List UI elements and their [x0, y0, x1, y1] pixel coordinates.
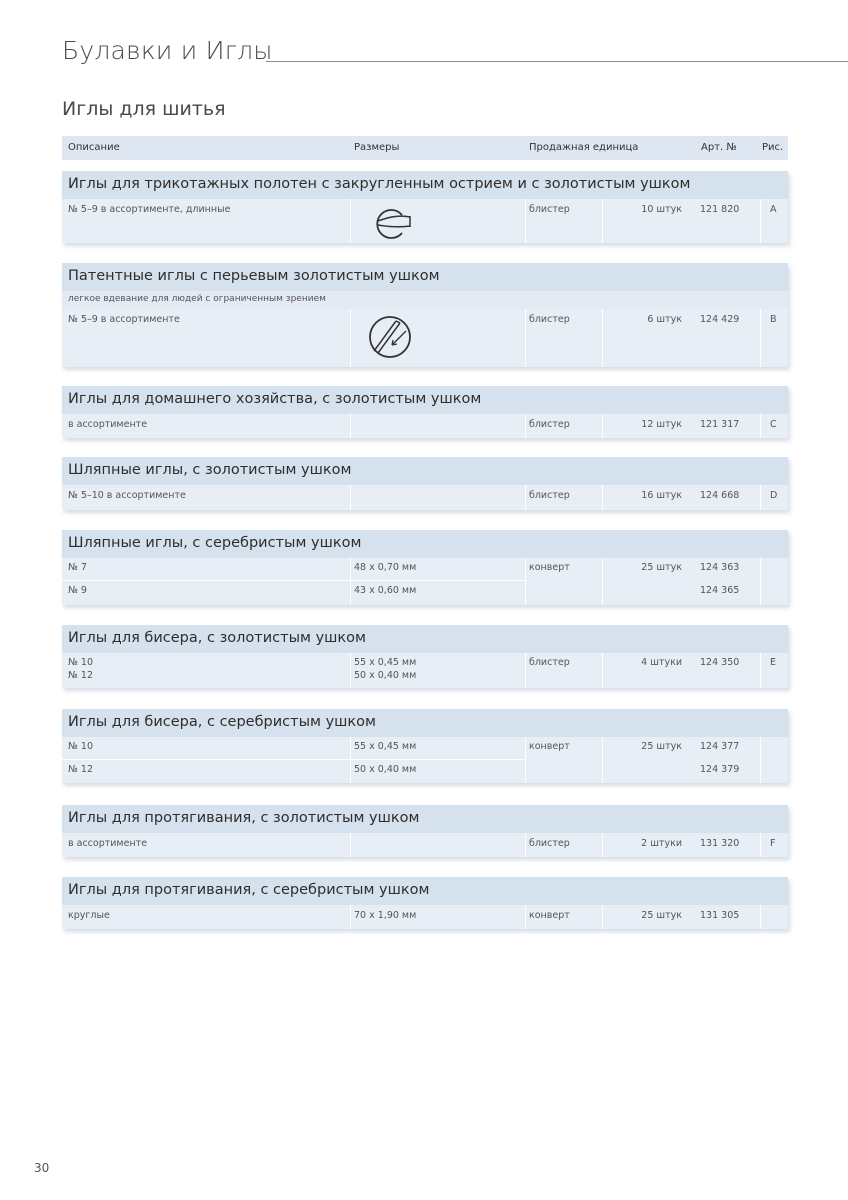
row-art: 124 668 [700, 490, 740, 501]
row-description: № 5–10 в ассортименте [68, 490, 186, 501]
row-fig: B [770, 314, 777, 325]
row-art: 124 429 [700, 314, 740, 325]
group-title: Иглы для бисера, с серебристым ушком [68, 714, 376, 730]
page-number: 30 [34, 1161, 50, 1175]
row-size: 50 x 0,40 мм [354, 670, 417, 681]
table-row [62, 485, 788, 510]
row-art: 121 820 [700, 204, 740, 215]
table-row [62, 653, 788, 688]
title-rule [266, 61, 848, 62]
row-art: 124 365 [700, 585, 740, 596]
row-size: 50 x 0,40 мм [354, 764, 417, 775]
column-fig: Рис. [762, 142, 784, 153]
group-note: легкое вдевание для людей с ограниченным зрением [62, 291, 788, 309]
group-title: Шляпные иглы, с золотистым ушком [68, 462, 352, 478]
row-art: 131 320 [700, 838, 740, 849]
group-title: Иглы для протягивания, с золотистым ушком [68, 810, 420, 826]
row-size: 55 x 0,45 мм [354, 657, 417, 668]
table-row [62, 414, 788, 438]
row-pack: конверт [529, 741, 570, 752]
product-group [62, 709, 788, 783]
row-qty: 2 штуки [641, 838, 682, 849]
row-fig: A [770, 204, 777, 215]
page-title: Булавки и Иглы [62, 36, 273, 65]
row-qty: 25 штук [641, 741, 682, 752]
section-title: Иглы для шитья [62, 98, 226, 120]
table-row [62, 833, 788, 857]
row-art: 124 377 [700, 741, 740, 752]
row-size: 70 x 1,90 мм [354, 910, 417, 921]
row-qty: 25 штук [641, 562, 682, 573]
group-title: Патентные иглы с перьевым золотистым ушком [68, 268, 440, 284]
row-fig: D [770, 490, 778, 501]
group-title: Шляпные иглы, с серебристым ушком [68, 535, 362, 551]
row-size: 55 x 0,45 мм [354, 741, 417, 752]
product-group [62, 877, 788, 929]
row-description: № 9 [68, 585, 87, 596]
row-size: 43 x 0,60 мм [354, 585, 417, 596]
table-row [62, 199, 788, 243]
product-group [62, 805, 788, 857]
row-pack: блистер [529, 204, 570, 215]
column-art: Арт. № [701, 142, 737, 153]
product-group [62, 625, 788, 688]
group-title: Иглы для трикотажных полотен с закругленным острием и с золотистым ушком [68, 176, 691, 192]
row-art: 131 305 [700, 910, 740, 921]
row-qty: 12 штук [641, 419, 682, 430]
row-fig: E [770, 657, 777, 668]
row-qty: 4 штуки [641, 657, 682, 668]
row-qty: 16 штук [641, 490, 682, 501]
product-group [62, 530, 788, 605]
easy-threading-needle-icon [352, 313, 522, 365]
row-art: 124 350 [700, 657, 740, 668]
row-description: в ассортименте [68, 838, 148, 849]
product-group [62, 171, 788, 243]
table-row [62, 905, 788, 929]
row-description: № 12 [68, 764, 93, 775]
row-description: № 5–9 в ассортименте [68, 314, 180, 325]
column-unit: Продажная единица [529, 142, 639, 153]
row-description: № 5–9 в ассортименте, длинные [68, 204, 231, 215]
row-description: круглые [68, 910, 110, 921]
row-pack: блистер [529, 838, 570, 849]
row-art: 124 379 [700, 764, 740, 775]
row-description: № 10 [68, 657, 93, 668]
row-description: № 7 [68, 562, 87, 573]
row-qty: 25 штук [641, 910, 682, 921]
table-body [62, 737, 788, 783]
row-art: 121 317 [700, 419, 740, 430]
group-title: Иглы для бисера, с золотистым ушком [68, 630, 366, 646]
row-pack: блистер [529, 314, 570, 325]
row-pack: блистер [529, 657, 570, 668]
table-body [62, 558, 788, 605]
row-pack: конверт [529, 910, 570, 921]
row-art: 124 363 [700, 562, 740, 573]
table-row [62, 309, 788, 367]
group-title: Иглы для домашнего хозяйства, с золотистым ушком [68, 391, 482, 407]
row-qty: 10 штук [641, 204, 682, 215]
row-description: в ассортименте [68, 419, 148, 430]
row-pack: блистер [529, 419, 570, 430]
row-qty: 6 штук [647, 314, 682, 325]
round-point-needle-icon [352, 201, 522, 241]
row-pack: конверт [529, 562, 570, 573]
product-group [62, 263, 788, 367]
column-sizes: Размеры [354, 142, 400, 153]
row-description: № 12 [68, 670, 93, 681]
row-size: 48 x 0,70 мм [354, 562, 417, 573]
group-title: Иглы для протягивания, с серебристым ушком [68, 882, 430, 898]
row-description: № 10 [68, 741, 93, 752]
row-fig: F [770, 838, 776, 849]
product-group [62, 386, 788, 438]
column-header-row [62, 136, 788, 160]
product-group [62, 457, 788, 510]
row-fig: C [770, 419, 777, 430]
row-pack: блистер [529, 490, 570, 501]
column-description: Описание [68, 142, 120, 153]
